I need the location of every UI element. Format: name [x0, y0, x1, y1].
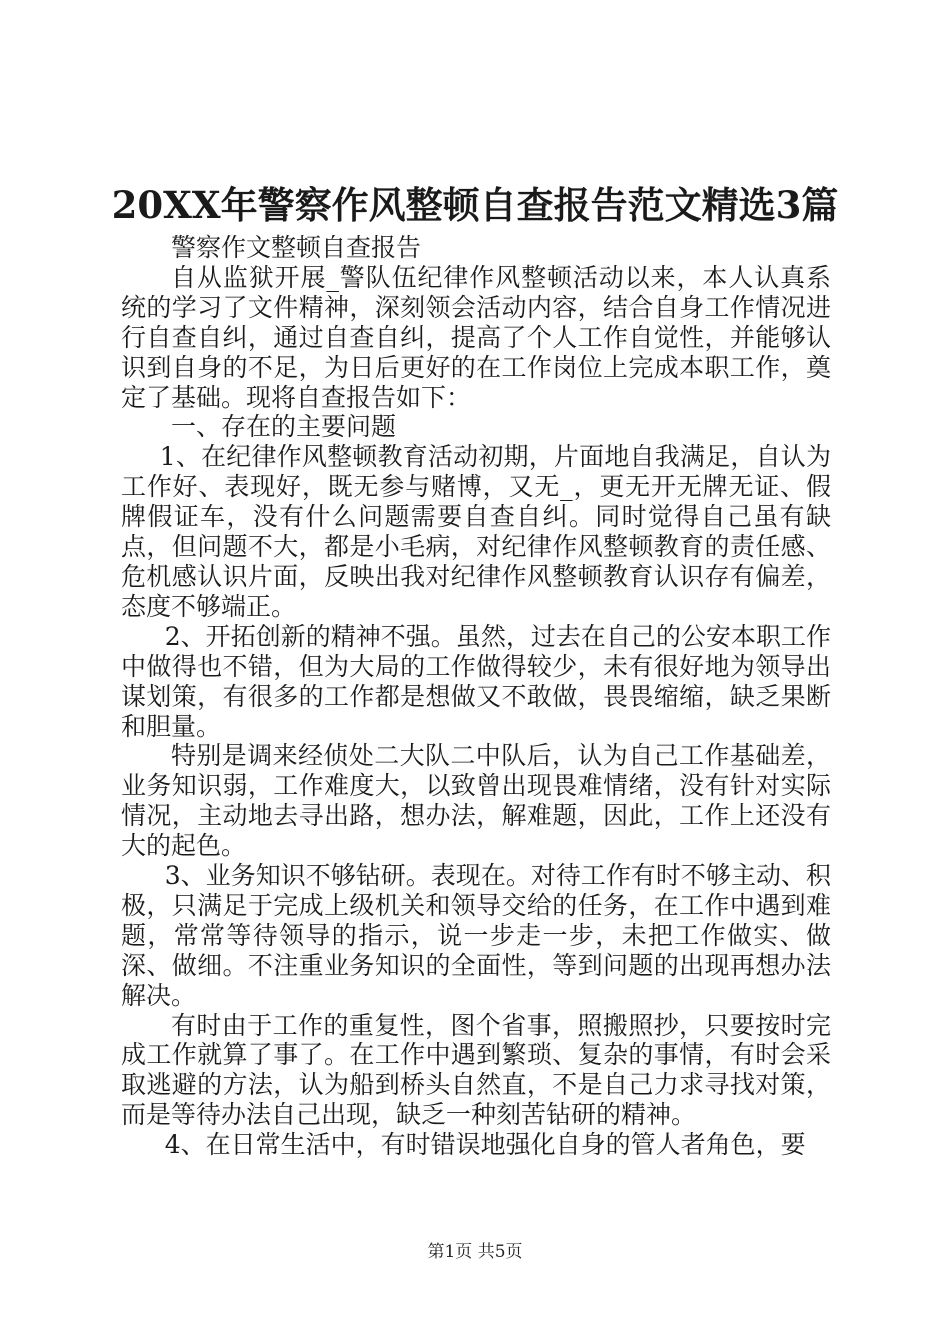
paragraph-section-heading: 一、存在的主要问题 [171, 412, 397, 442]
paragraph-intro: 自从监狱开展_警队伍纪律作风整顿活动以来，本人认真系统的学习了文件精神，深刻领会活动内容，结合自身工作情况进行自查自纠，通过自查自纠，提高了个人工作自觉性，并能够认识到自身的不足，为日后更好的在工作岗位上完成本职工作，奠定了基础。现将自查报告如下： [121, 262, 831, 412]
document-title: 20XX年警察作风整顿自查报告范文精选3篇 [111, 183, 839, 227]
paragraph-item-3-detail: 有时由于工作的重复性，图个省事，照搬照抄，只要按时完成工作就算了事了。在工作中遇到繁琐、复杂的事情，有时会采取逃避的方法，认为船到桥头自然直，不是自己力求寻找对策，而是等待办法自己出现，缺乏一种刻苦钻研的精神。 [121, 1010, 831, 1130]
paragraph-item-1: 1、在纪律作风整顿教育活动初期，片面地自我满足，自认为工作好、表现好，既无参与赌博，又无_，更无开无牌无证、假牌假证车，没有什么问题需要自查自纠。同时觉得自己虽有缺点，但问题不大，都是小毛病，对纪律作风整顿教育的责任感、危机感认识片面，反映出我对纪律作风整顿教育认识存有偏差，态度不够端正。 [121, 442, 831, 621]
paragraph-item-2: 2、开拓创新的精神不强。虽然，过去在自己的公安本职工作中做得也不错，但为大局的工作做得较少，未有很好地为领导出谋划策，有很多的工作都是想做又不敢做，畏畏缩缩，缺乏果断和胆量。 [121, 621, 831, 741]
paragraph-item-3: 3、业务知识不够钻研。表现在。对待工作有时不够主动、积极，只满足于完成上级机关和领导交给的任务，在工作中遇到难题，常常等待领导的指示，说一步走一步，未把工作做实、做深、做细。不注重业务知识的全面性，等到问题的出现再想办法解决。 [121, 861, 831, 1010]
paragraph-item-2-detail: 特别是调来经侦处二大队二中队后，认为自己工作基础差，业务知识弱，工作难度大，以致曾出现畏难情绪，没有针对实际情况，主动地去寻出路，想办法，解难题，因此，工作上还没有大的起色。 [121, 741, 831, 861]
page-number-footer: 第1页 共5页 [427, 1242, 523, 1262]
document-body [121, 233, 831, 1160]
paragraph-subtitle: 警察作文整顿自查报告 [171, 233, 422, 262]
paragraph-item-4: 4、在日常生活中，有时错误地强化自身的管人者角色，要 [164, 1130, 806, 1160]
